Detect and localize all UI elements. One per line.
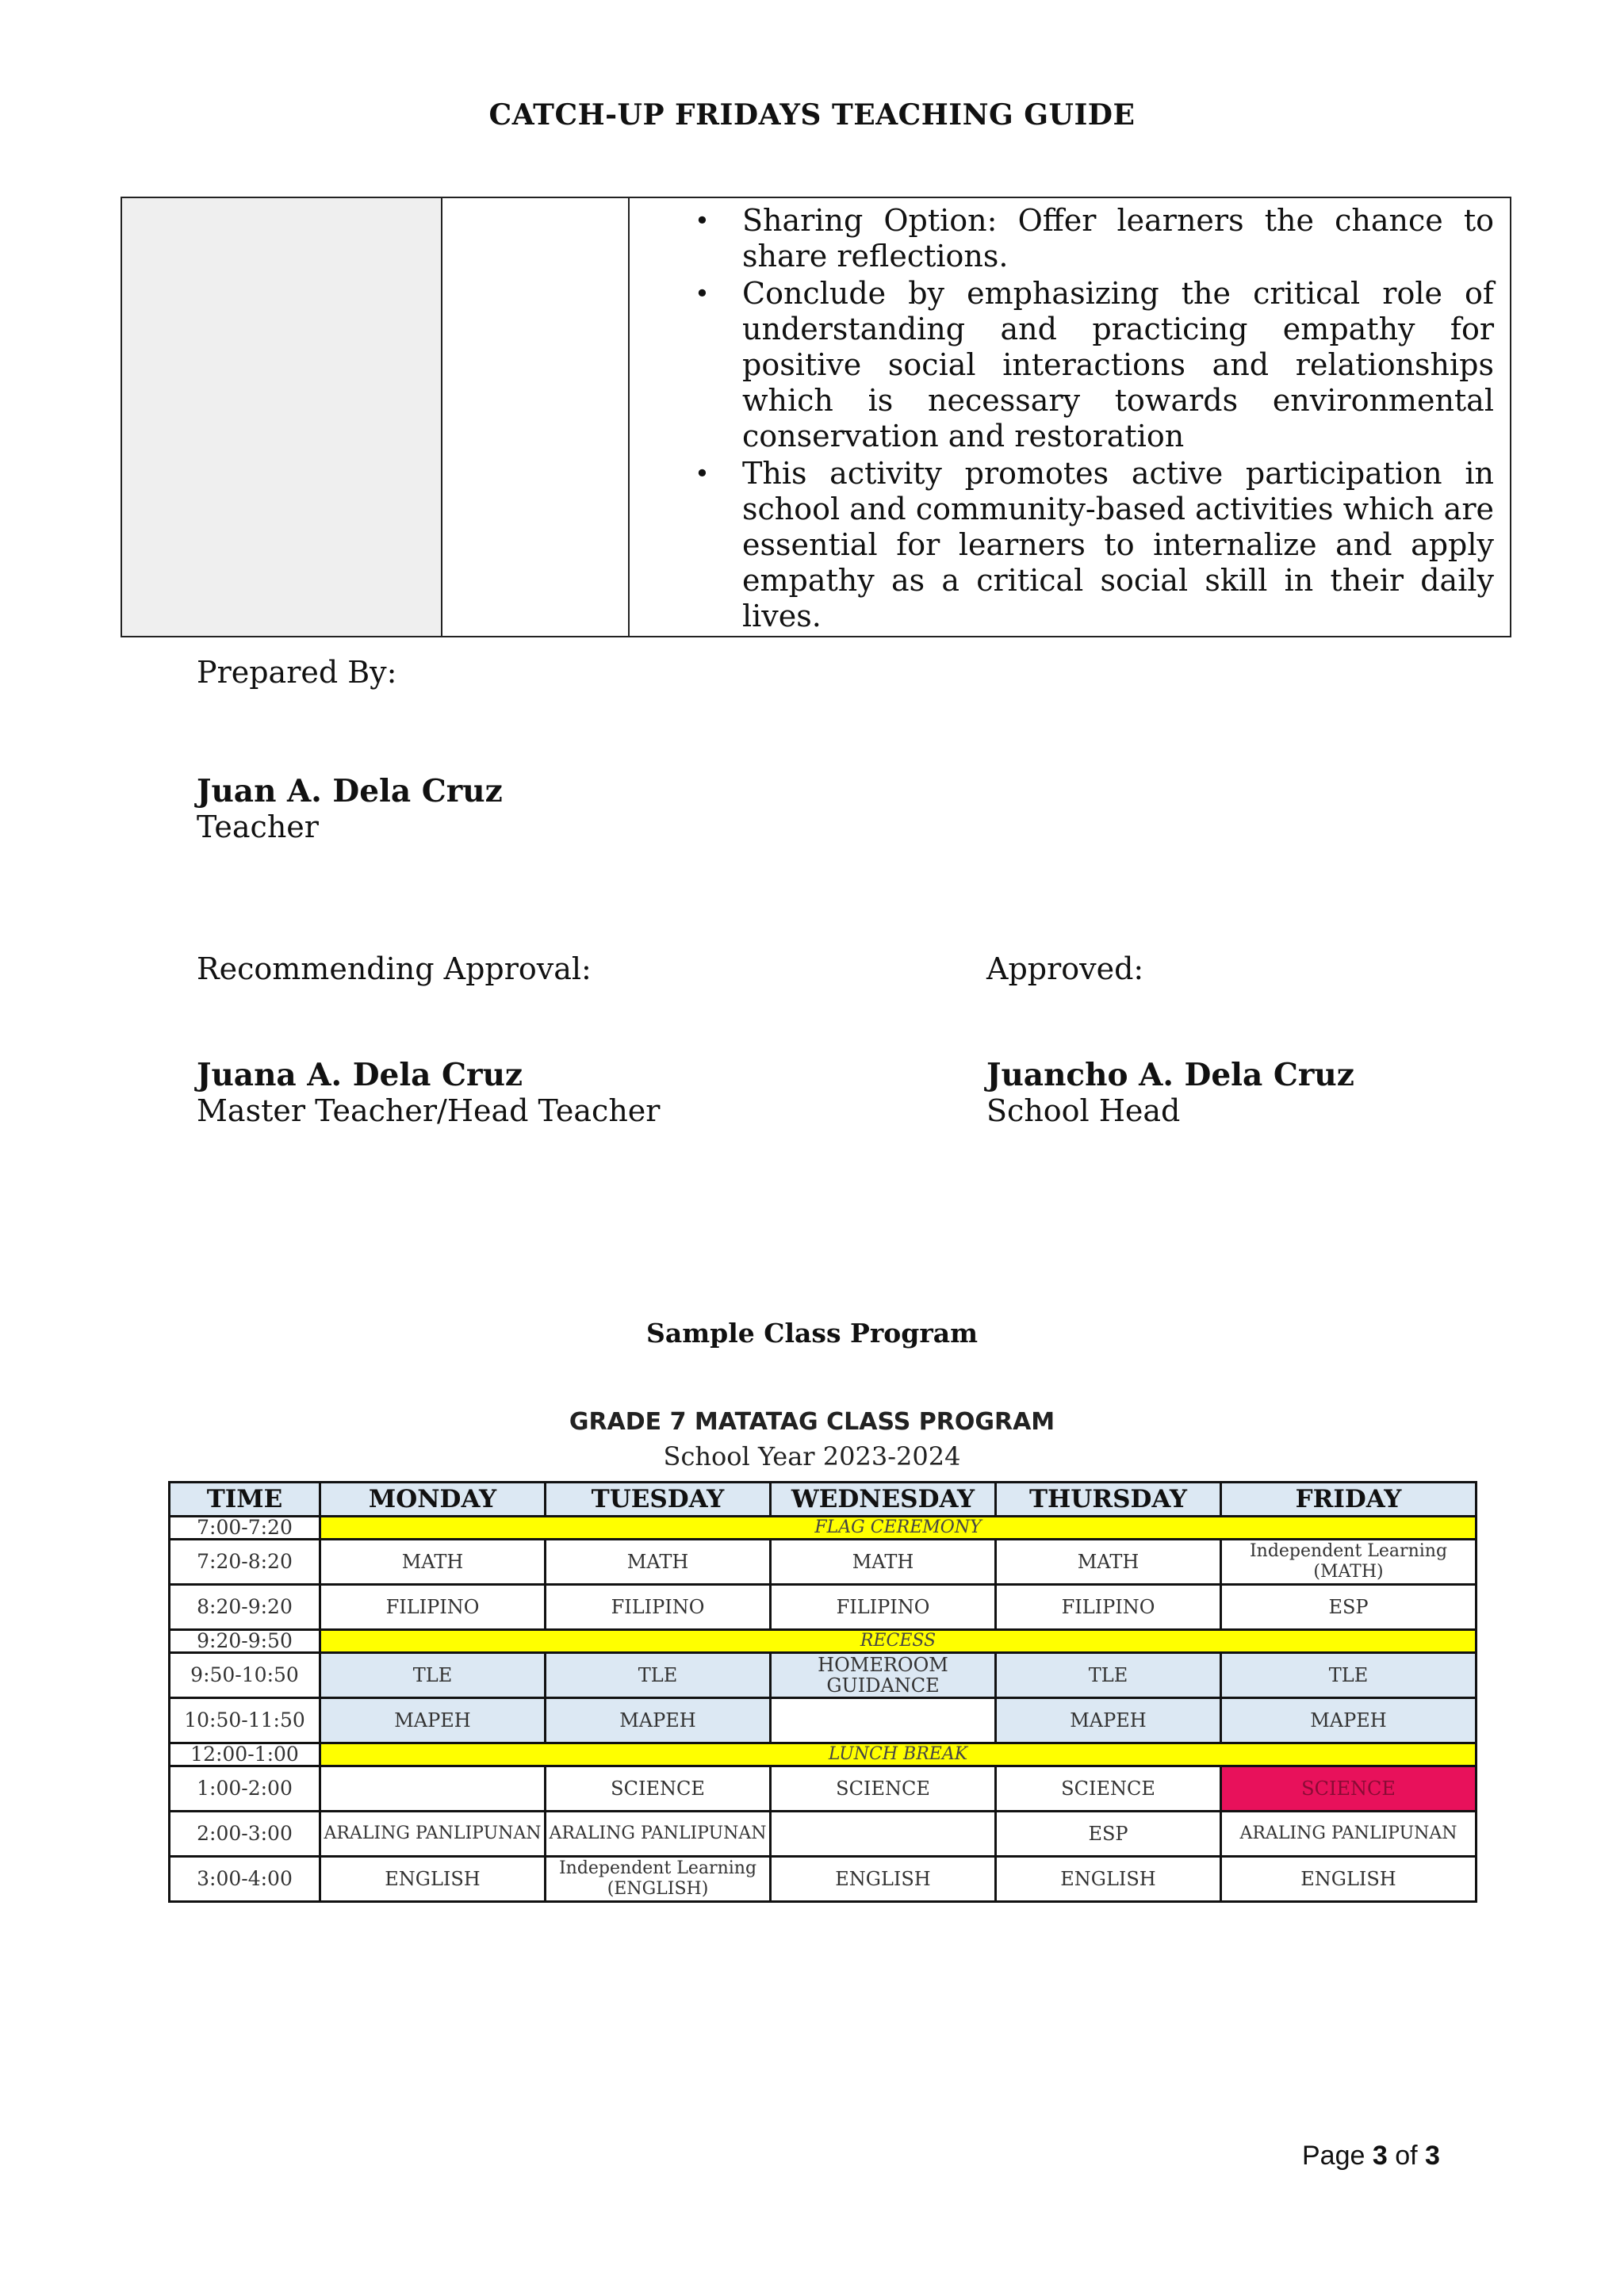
subject-cell: SCIENCE [996, 1766, 1221, 1812]
activity-bullet-list [630, 198, 1510, 634]
sample-class-program-title: Sample Class Program [645, 1318, 979, 1349]
column-header: TUESDAY [546, 1483, 771, 1517]
subject-cell: FILIPINO [996, 1585, 1221, 1630]
subject-cell: FILIPINO [771, 1585, 996, 1630]
recommending-approval-label: Recommending Approval: [197, 951, 592, 986]
subject-cell [771, 1698, 996, 1743]
time-cell: 8:20-9:20 [170, 1585, 320, 1630]
subject-line: (ENGLISH) [607, 1879, 709, 1899]
guide-cell-empty [442, 197, 629, 637]
approved-role: School Head [986, 1093, 1181, 1128]
table-row [170, 1743, 1477, 1766]
approved-label: Approved: [986, 951, 1144, 986]
subject-cell: SCIENCE [771, 1766, 996, 1812]
document-title: CATCH-UP FRIDAYS TEACHING GUIDE [488, 98, 1136, 132]
prepared-by-block [197, 774, 503, 845]
subject-cell: MAPEH [996, 1698, 1221, 1743]
column-header: MONDAY [320, 1483, 546, 1517]
banner-cell: LUNCH BREAK [320, 1743, 1477, 1766]
subject-cell: TLE [1221, 1653, 1477, 1698]
subject-line: Independent Learning [1249, 1541, 1448, 1561]
table-header-row [170, 1483, 1477, 1517]
column-header: THURSDAY [996, 1483, 1221, 1517]
time-cell: 12:00-1:00 [170, 1743, 320, 1766]
subject-cell: ESP [1221, 1585, 1477, 1630]
prepared-by-role: Teacher [197, 809, 319, 844]
subject-cell: MAPEH [320, 1698, 546, 1743]
subject-cell: ARALING PANLIPUNAN [1221, 1812, 1477, 1857]
time-cell: 7:20-8:20 [170, 1540, 320, 1585]
approved-name: Juancho A. Dela Cruz [986, 1057, 1354, 1093]
recommending-role: Master Teacher/Head Teacher [197, 1093, 661, 1128]
subject-cell: ENGLISH [1221, 1857, 1477, 1902]
subject-cell: SCIENCE [546, 1766, 771, 1812]
prepared-by-name: Juan A. Dela Cruz [197, 773, 503, 809]
teaching-guide-table [121, 197, 1511, 637]
bullet-item: • Conclude by emphasizing the critical role of understanding and practicing empathy for positive social interactions and relationships which is necessary towards environmental conservation and restoration [742, 276, 1494, 454]
recommending-name: Juana A. Dela Cruz [197, 1057, 523, 1093]
subject-cell: TLE [320, 1653, 546, 1698]
bullet-item: • Sharing Option: Offer learners the chance to share reflections. [742, 203, 1494, 274]
subject-cell: MATH [996, 1540, 1221, 1585]
banner-cell: FLAG CEREMONY [320, 1517, 1477, 1540]
page-current: 3 [1372, 2141, 1388, 2171]
table-row [170, 1630, 1477, 1653]
table-row [170, 1812, 1477, 1857]
time-cell: 2:00-3:00 [170, 1812, 320, 1857]
banner-cell: RECESS [320, 1630, 1477, 1653]
subject-cell: FILIPINO [546, 1585, 771, 1630]
table-row [170, 1698, 1477, 1743]
page-number [1302, 2141, 1440, 2172]
class-program-subtitle: School Year 2023-2024 [663, 1441, 961, 1471]
page-prefix: Page [1302, 2141, 1365, 2171]
class-program-title: GRADE 7 MATATAG CLASS PROGRAM [569, 1408, 1055, 1436]
highlighted-subject-cell: SCIENCE [1221, 1766, 1477, 1812]
table-row [170, 1653, 1477, 1698]
prepared-by-label: Prepared By: [197, 655, 397, 690]
table-row [170, 1857, 1477, 1902]
subject-cell [1221, 1540, 1477, 1585]
column-header: TIME [170, 1483, 320, 1517]
subject-cell: MAPEH [1221, 1698, 1477, 1743]
page-total: 3 [1425, 2141, 1440, 2171]
subject-cell: MATH [320, 1540, 546, 1585]
column-header: WEDNESDAY [771, 1483, 996, 1517]
subject-cell: MATH [546, 1540, 771, 1585]
guide-cell-empty-shaded [121, 197, 442, 637]
subject-cell [546, 1857, 771, 1902]
subject-line: Independent Learning [558, 1858, 757, 1878]
subject-cell: FILIPINO [320, 1585, 546, 1630]
subject-cell: TLE [996, 1653, 1221, 1698]
class-program-table [168, 1481, 1477, 1903]
time-cell: 7:00-7:20 [170, 1517, 320, 1540]
subject-cell: ARALING PANLIPUNAN [320, 1812, 546, 1857]
subject-cell: ENGLISH [996, 1857, 1221, 1902]
bullet-item: • This activity promotes active participation in school and community-based activities which are essential for learners to internalize and apply empathy as a critical social skill in their daily lives. [742, 456, 1494, 634]
time-cell: 9:20-9:50 [170, 1630, 320, 1653]
approved-block [986, 1058, 1354, 1129]
subject-cell: HOMEROOM GUIDANCE [771, 1653, 996, 1698]
time-cell: 3:00-4:00 [170, 1857, 320, 1902]
subject-cell: TLE [546, 1653, 771, 1698]
subject-cell: ENGLISH [771, 1857, 996, 1902]
subject-cell: ESP [996, 1812, 1221, 1857]
subject-cell: ARALING PANLIPUNAN [546, 1812, 771, 1857]
time-cell: 1:00-2:00 [170, 1766, 320, 1812]
table-row [170, 1540, 1477, 1585]
subject-cell [320, 1766, 546, 1812]
table-row [170, 1766, 1477, 1812]
subject-cell: MAPEH [546, 1698, 771, 1743]
subject-cell [771, 1812, 996, 1857]
table-row [170, 1517, 1477, 1540]
subject-cell: MATH [771, 1540, 996, 1585]
subject-cell: ENGLISH [320, 1857, 546, 1902]
recommending-block [197, 1058, 660, 1129]
guide-cell-activities [629, 197, 1511, 637]
time-cell: 9:50-10:50 [170, 1653, 320, 1698]
subject-line: (MATH) [1313, 1562, 1384, 1582]
page-of: of [1395, 2141, 1418, 2171]
column-header: FRIDAY [1221, 1483, 1477, 1517]
time-cell: 10:50-11:50 [170, 1698, 320, 1743]
table-row [170, 1585, 1477, 1630]
